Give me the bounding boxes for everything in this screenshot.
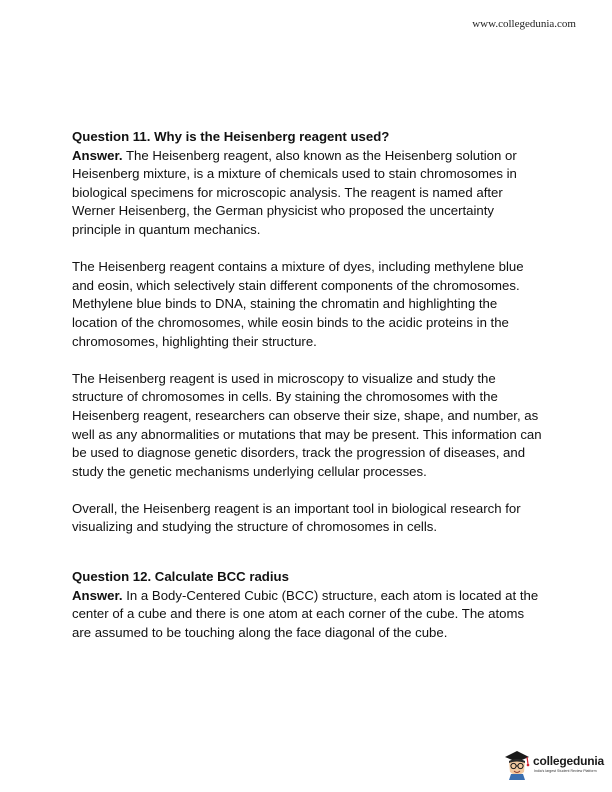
paragraph: Overall, the Heisenberg reagent is an important tool in biological research for visualizing and studying the structure of chromosomes in cells. [72,500,521,535]
question-12-title: Question 12. Calculate BCC radius [72,569,289,585]
answer-label: Answer. [72,587,123,603]
logo-text: collegedunia [533,754,604,768]
document-body [72,128,542,642]
logo-tagline: India's largest Student Review Platform [534,769,597,773]
paragraph: The Heisenberg reagent contains a mixture of dyes, including methylene blue and eosin, which selectively stain different components of the chromosomes. Methylene blue binds to DNA, staining the chromatin and highlighting the location of the chromosomes, while eosin binds to the acidic proteins in the chromosomes, highlighting their structure. [72,259,524,349]
question-11-title: Question 11. Why is the Heisenberg reagent used? [72,129,390,144]
mascot-icon [503,750,531,780]
paragraph: The Heisenberg reagent is used in microscopy to visualize and study the structure of chromosomes in cells. By staining the chromosomes with the Heisenberg reagent, researchers can observe their size, shape, and number, as well as any abnormalities or mutations that may be present. This information can be used to diagnose genetic disorders, track the progression of diseases, and study the genetic mechanisms underlying cellular processes. [72,370,542,479]
question-11-answer [72,147,542,240]
site-url: www.collegedunia.com [472,18,576,30]
collegedunia-logo[interactable] [503,748,603,782]
answer-text: The Heisenberg reagent, also known as the Heisenberg solution or Heisenberg mixture, is a mixture of chemicals used to stain chromosomes in biological specimens for microscopic analysis. The reagent is named after Werner Heisenberg, the German physicist who proposed the uncertainty principle in quantum mechanics. [72,147,517,237]
answer-text: In a Body-Centered Cubic (BCC) structure, each atom is located at the center of a cube and there is one atom at each corner of the cube. The atoms are assumed to be touching along the face diagonal of the cube. [72,587,539,640]
question-12-answer [72,587,542,643]
answer-label: Answer. [72,147,123,163]
